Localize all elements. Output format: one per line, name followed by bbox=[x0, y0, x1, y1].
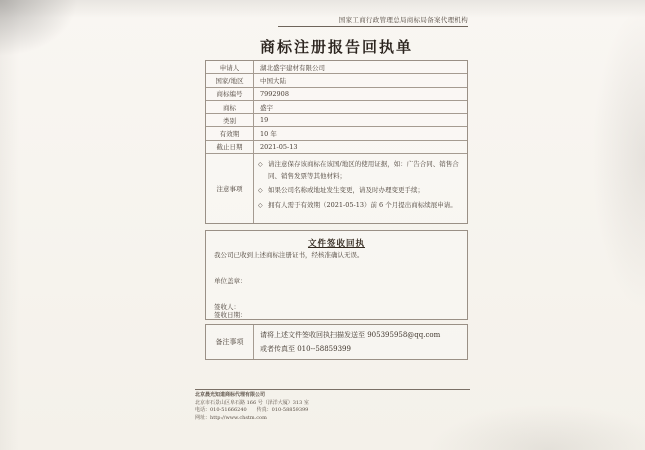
receipt-statement: 我公司已收到上述商标注册证书，经核准确认无误。 bbox=[214, 251, 364, 259]
note-item bbox=[258, 185, 463, 197]
agency-footer bbox=[195, 389, 470, 422]
notes-label: 注意事项 bbox=[206, 154, 254, 223]
agency-header-rule bbox=[278, 26, 468, 27]
field-label: 商标编号 bbox=[206, 88, 254, 100]
note-item bbox=[258, 200, 463, 212]
table-row-expiry-date bbox=[206, 141, 467, 154]
company-seal-label: 单位盖章： bbox=[214, 277, 247, 285]
table-row-country bbox=[206, 74, 467, 87]
field-label: 国家/地区 bbox=[206, 74, 254, 86]
agency-header bbox=[205, 16, 468, 27]
diamond-bullet-icon: ◇ bbox=[258, 161, 263, 169]
agency-header-text: 国家工商行政管理总局商标局备案代理机构 bbox=[338, 16, 468, 24]
remarks-row bbox=[205, 324, 468, 360]
receipt-box-title: 文件签收回执 bbox=[307, 239, 365, 249]
document-title: 商标注册报告回执单 bbox=[259, 38, 413, 56]
field-label: 申请人 bbox=[206, 61, 254, 73]
table-row-trademark bbox=[206, 101, 467, 114]
remarks-line-email: 请将上述文件签收回执扫描发送至 905395958@qq.com bbox=[260, 330, 441, 339]
table-row-notes bbox=[206, 154, 467, 223]
field-value: 7992908 bbox=[260, 89, 289, 98]
field-value: 2021-05-13 bbox=[260, 142, 298, 151]
sign-date-label: 签收日期： bbox=[214, 311, 247, 319]
remarks-line-fax: 或者传真至 010--58859399 bbox=[260, 345, 351, 354]
table-row-applicant bbox=[206, 61, 467, 74]
field-value: 湖北盛宇建材有限公司 bbox=[260, 63, 325, 72]
field-label: 类别 bbox=[206, 114, 254, 126]
field-label: 截止日期 bbox=[206, 141, 254, 153]
field-value: 10 年 bbox=[260, 130, 277, 139]
table-row-trademark-number bbox=[206, 88, 467, 101]
footer-website: 网址：http://www.chstm.com bbox=[195, 414, 267, 421]
info-table bbox=[205, 60, 468, 224]
remarks-label: 备注事项 bbox=[206, 325, 254, 359]
table-row-validity bbox=[206, 127, 467, 140]
diamond-bullet-icon: ◇ bbox=[258, 187, 263, 195]
field-value: 19 bbox=[260, 116, 269, 125]
note-text: 拥有人需于有效期（2021-05-13）前 6 个月提出商标续展申请。 bbox=[268, 200, 457, 209]
field-label: 有效期 bbox=[206, 127, 254, 139]
remarks-body bbox=[254, 325, 467, 359]
notes-body bbox=[254, 154, 467, 223]
table-row-class bbox=[206, 114, 467, 127]
field-value: 盛宇 bbox=[260, 103, 273, 112]
note-item bbox=[258, 159, 463, 182]
note-text: 请注意保存该商标在该国/地区的使用证据，如：广告合同、销售合同、销售发票等其他材料； bbox=[268, 160, 459, 180]
field-label: 商标 bbox=[206, 101, 254, 113]
note-text: 如果公司名称或地址发生变更，请及时办理变更手续； bbox=[268, 186, 424, 195]
footer-address: 北京市石景山区阜石路 166 号（泽洋大厦）313 室 bbox=[195, 399, 309, 406]
receipt-confirmation-box bbox=[205, 230, 468, 320]
field-value: 中国大陆 bbox=[260, 76, 286, 85]
signer-label: 签收人： bbox=[214, 303, 240, 311]
diamond-bullet-icon: ◇ bbox=[258, 201, 263, 209]
footer-company-name: 北京晨光知道商标代理有限公司 bbox=[195, 392, 266, 398]
footer-phone-fax: 电话：010-51666240 传真：010-58859399 bbox=[195, 407, 309, 413]
